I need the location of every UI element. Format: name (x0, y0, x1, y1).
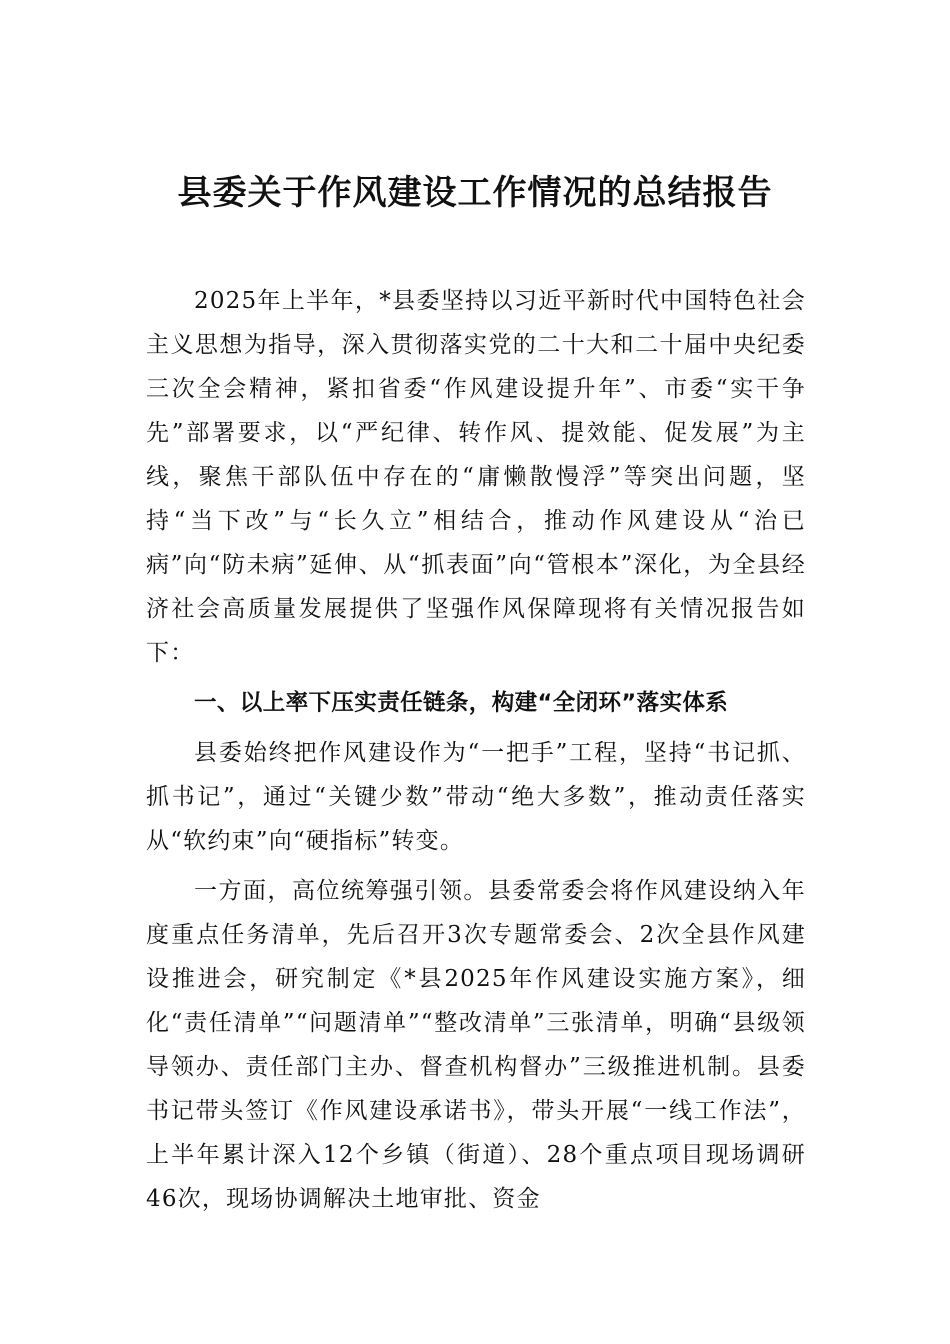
section-paragraph: 一方面，高位统筹强引领。县委常委会将作风建设纳入年度重点任务清单，先后召开3次专题常委会、2次全县作风建设推进会，研究制定《*县2025年作风建设实施方案》，细化“责任清单”“问题清单”“整改清单”三张清单，明确“县级领导领办、责任部门主办、督查机构督办”三级推进机制。县委书记带头签订《作风建设承诺书》，带头开展“一线工作法”，上半年累计深入12个乡镇（街道）、28个重点项目现场调研46次，现场协调解决土地审批、资金 (146, 878, 806, 1212)
section-heading: 一、以上率下压实责任链条，构建“全闭环”落实体系 (194, 690, 729, 716)
document-body (146, 279, 806, 1221)
section-paragraph: 县委始终把作风建设作为“一把手”工程，坚持“书记抓、抓书记”，通过“关键少数”带动“绝大多数”，推动责任落实从“软约束”向“硬指标”转变。 (146, 740, 806, 854)
page-title: 县委关于作风建设工作情况的总结报告 (177, 173, 773, 213)
intro-paragraph: 2025年上半年，*县委坚持以习近平新时代中国特色社会主义思想为指导，深入贯彻落实党的二十大和二十届中央纪委三次全会精神，紧扣省委“作风建设提升年”、市委“实干争先”部署要求，以“严纪律、转作风、提效能、促发展”为主线，聚焦干部队伍中存在的“庸懒散慢浮”等突出问题，坚持“当下改”与“长久立”相结合，推动作风建设从“治已病”向“防未病”延伸、从“抓表面”向“管根本”深化，为全县经济社会高质量发展提供了坚强作风保障现将有关情况报告如下： (146, 288, 806, 666)
